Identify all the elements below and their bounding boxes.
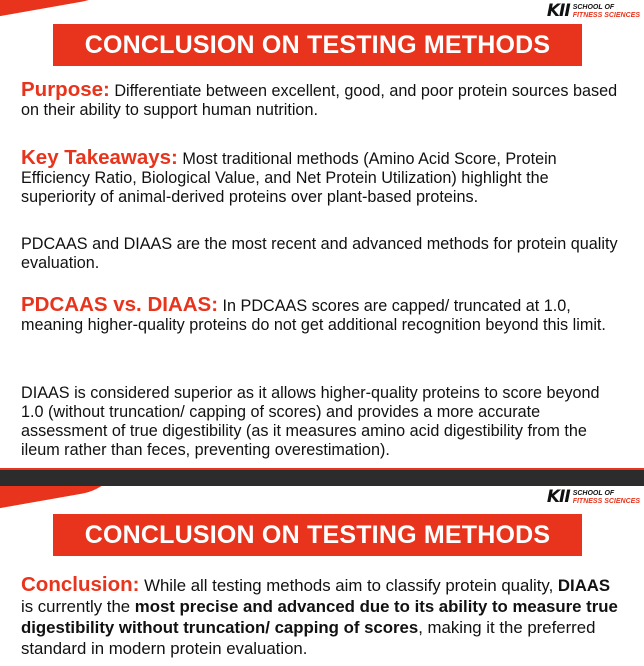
logo-line-2: FITNESS SCIENCES — [572, 11, 640, 19]
pdcaas-vs-diaas-label: PDCAAS vs. DIAAS: — [21, 293, 219, 316]
key-takeaways-text: Most traditional methods (Amino Acid Score, Protein Efficiency Ratio, Biological Value, and Net Protein Utilization) highlight the superiority of animal-derived proteins over plant-based proteins. — [21, 150, 557, 206]
corner-swoosh-decoration — [0, 486, 133, 511]
recent-methods-paragraph: PDCAAS and DIAAS are the most recent and advanced methods for protein quality evaluation. — [21, 235, 618, 272]
pdcaas-vs-diaas-paragraph — [21, 295, 621, 335]
logo-text — [573, 490, 640, 506]
school-logo — [547, 489, 640, 506]
purpose-paragraph — [21, 80, 621, 120]
conclusion-bold-diaas: DIAAS — [557, 576, 611, 595]
slide-2 — [0, 486, 644, 666]
conclusion-text-1: While all testing methods aim to classify protein quality, — [139, 576, 558, 595]
slide-title-bar — [53, 514, 582, 556]
slide-title-bar — [53, 24, 582, 66]
key-takeaways-label: Key Takeaways: — [21, 146, 178, 169]
logo-mark: KII — [546, 487, 570, 507]
purpose-text: Differentiate between excellent, good, and poor protein sources based on their ability to support human nutrition. — [21, 82, 618, 119]
logo-line-2: FITNESS SCIENCES — [572, 497, 640, 505]
logo-text — [573, 4, 640, 20]
diaas-superior-paragraph: DIAAS is considered superior as it allows higher-quality proteins to score beyond 1.0 (without truncation/ capping of scores) and provides a more accurate assessment of true digestibility (as it measures amino acid digestibility from the ileum rather than feces, preventing overestimation). — [21, 384, 600, 459]
conclusion-text-3: , making it the preferred standard in modern protein evaluation. — [21, 618, 596, 658]
slide-title: CONCLUSION ON TESTING METHODS — [84, 30, 551, 59]
logo-line-1: SCHOOL OF — [572, 489, 615, 497]
slide-title: CONCLUSION ON TESTING METHODS — [84, 520, 551, 549]
logo-mark: KII — [546, 1, 570, 21]
logo-line-1: SCHOOL OF — [572, 3, 615, 11]
conclusion-label: Conclusion: — [21, 573, 140, 596]
conclusion-paragraph — [21, 574, 621, 659]
purpose-label: Purpose: — [21, 78, 110, 101]
corner-swoosh-decoration — [0, 0, 133, 19]
conclusion-text-2: is currently the — [21, 597, 135, 616]
pdcaas-vs-diaas-text: In PDCAAS scores are capped/ truncated at 1.0, meaning higher-quality proteins do not get additional recognition beyond this limit. — [21, 297, 606, 334]
slide-separator-accent — [0, 468, 644, 470]
school-logo — [547, 3, 640, 20]
key-takeaways-paragraph — [21, 148, 621, 207]
slide-separator — [0, 468, 644, 486]
conclusion-bold-statement: most precise and advanced due to its ability to measure true digestibility without truncation/ capping of scores — [21, 597, 618, 637]
